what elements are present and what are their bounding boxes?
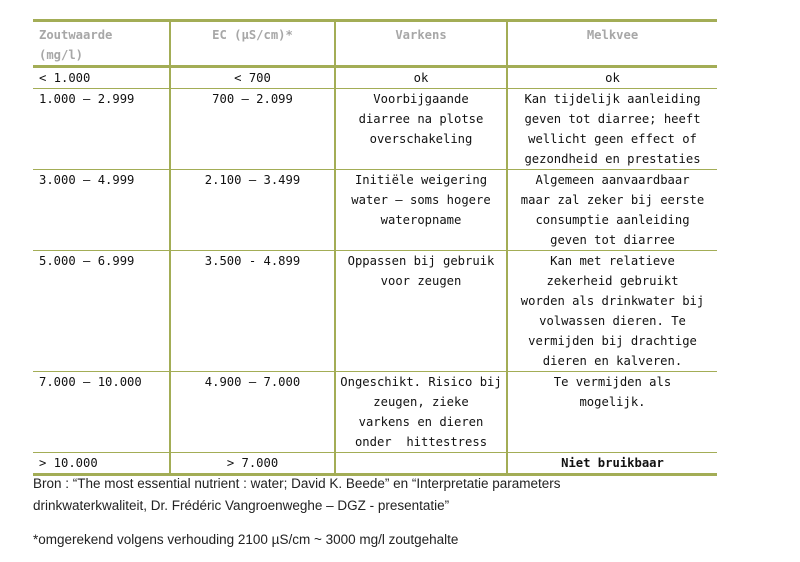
cell-line: geven tot diarree [550, 233, 675, 247]
cell-line: geven tot diarree; heeft [524, 112, 701, 126]
source-line-1: Bron : “The most essential nutrient : water; David K. Beede” en “Interpretatie parameters [33, 476, 561, 491]
cell-line: consumptie aanleiding [535, 213, 690, 227]
cell-line: ok [413, 71, 429, 85]
cell-melkvee [507, 89, 717, 170]
header-zoutwaarde-line1: Zoutwaarde [39, 28, 113, 42]
cell-varkens [335, 453, 507, 475]
table-row [33, 170, 717, 251]
table-row [33, 453, 717, 475]
table-row [33, 89, 717, 170]
cell-line: Initiële weigering [354, 173, 488, 187]
header-melkvee: Melkvee [507, 21, 717, 67]
table-row [33, 251, 717, 372]
cell-line: Oppassen bij gebruik [347, 254, 495, 268]
cell-varkens [335, 372, 507, 453]
cell-line: Voorbijgaande [373, 92, 469, 106]
cell-line: vermijden bij drachtige [528, 334, 697, 348]
cell-line: varkens en dieren [358, 415, 484, 429]
cell-melkvee [507, 67, 717, 89]
cell-ec: < 700 [170, 67, 335, 89]
cell-melkvee [507, 170, 717, 251]
cell-melkvee [507, 453, 717, 475]
cell-line: wellicht geen effect of [528, 132, 697, 146]
cell-line: Algemeen aanvaardbaar [535, 173, 690, 187]
cell-line: zeugen, zieke [373, 395, 469, 409]
cell-varkens [335, 67, 507, 89]
cell-line: ok [605, 71, 620, 85]
cell-ec: 700 – 2.099 [170, 89, 335, 170]
cell-line: mogelijk. [579, 395, 646, 409]
cell-line: worden als drinkwater bij [520, 294, 705, 308]
cell-melkvee [507, 251, 717, 372]
cell-ec: 3.500 - 4.899 [170, 251, 335, 372]
cell-ec: 4.900 – 7.000 [170, 372, 335, 453]
cell-zoutwaarde: 3.000 – 4.999 [33, 170, 170, 251]
header-ec: EC (µS/cm)* [170, 21, 335, 67]
cell-line: water – soms hogere [351, 193, 491, 207]
cell-varkens [335, 89, 507, 170]
cell-zoutwaarde: 7.000 – 10.000 [33, 372, 170, 453]
header-varkens: Varkens [335, 21, 507, 67]
cell-line: maar zal zeker bij eerste [520, 193, 705, 207]
cell-line: Te vermijden als [553, 375, 672, 389]
cell-line: wateropname [380, 213, 462, 227]
cell-varkens [335, 251, 507, 372]
source-line-2: drinkwaterkwaliteit, Dr. Frédéric Vangroenweghe – DGZ - presentatie” [33, 498, 450, 513]
cell-line: Kan tijdelijk aanleiding [524, 92, 701, 106]
header-zoutwaarde-line2: (mg/l) [39, 48, 84, 62]
cell-line: diarree na plotse [358, 112, 484, 126]
table-row [33, 67, 717, 89]
cell-line: Kan met relatieve [550, 254, 675, 268]
cell-zoutwaarde: > 10.000 [33, 453, 170, 475]
cell-line: gezondheid en prestaties [524, 152, 701, 166]
water-quality-table [33, 19, 717, 476]
cell-line: voor zeugen [380, 274, 462, 288]
cell-line: zekerheid gebruikt [546, 274, 679, 288]
table-row [33, 372, 717, 453]
cell-zoutwaarde: 1.000 – 2.999 [33, 89, 170, 170]
cell-zoutwaarde: < 1.000 [33, 67, 170, 89]
table-header-row [33, 21, 717, 67]
cell-ec: > 7.000 [170, 453, 335, 475]
cell-zoutwaarde: 5.000 – 6.999 [33, 251, 170, 372]
cell-line: Niet bruikbaar [561, 456, 664, 470]
cell-varkens [335, 170, 507, 251]
cell-line: onder hittestress [354, 435, 488, 449]
cell-line: overschakeling [369, 132, 473, 146]
cell-ec: 2.100 – 3.499 [170, 170, 335, 251]
cell-melkvee [507, 372, 717, 453]
footnote: *omgerekend volgens verhouding 2100 µS/cm ~ 3000 mg/l zoutgehalte [33, 532, 459, 547]
cell-line: volwassen dieren. Te [539, 314, 686, 328]
cell-line: dieren en kalveren. [542, 354, 683, 368]
cell-line: Ongeschikt. Risico bij [340, 375, 502, 389]
header-zoutwaarde [33, 21, 170, 67]
